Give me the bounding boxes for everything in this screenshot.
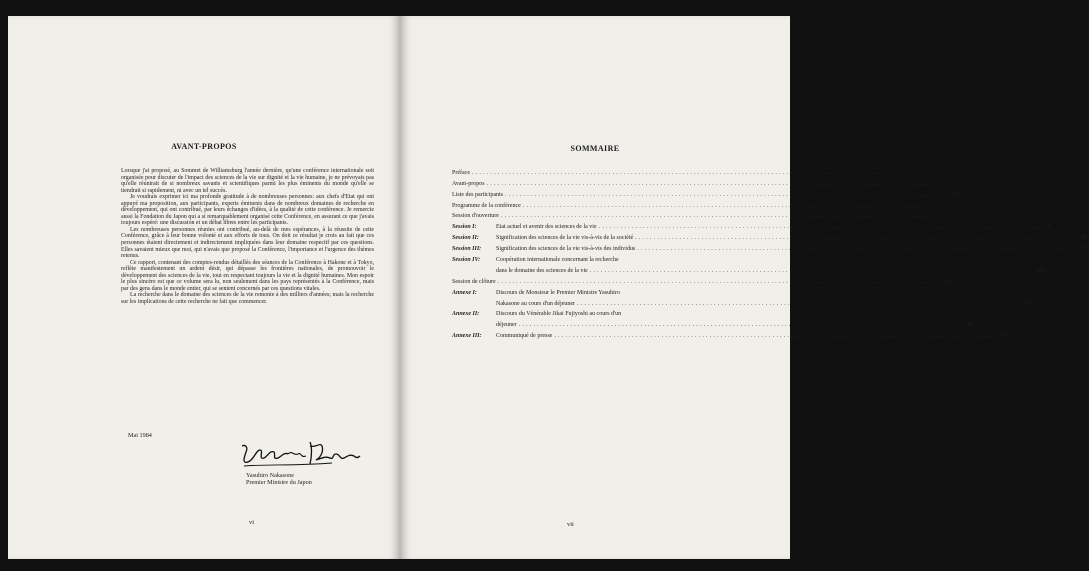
dot-leader: ........................................................................................................................ — [472, 169, 916, 176]
page-title: SOMMAIRE — [570, 144, 620, 153]
toc-entry — [452, 329, 1010, 340]
toc-session-label: Session III: — [452, 246, 482, 253]
page-title: AVANT-PROPOS — [171, 142, 237, 151]
dot-leader: ........................................................................................................................ — [522, 202, 967, 209]
dot-leader: ........................................................................................................................ — [500, 213, 945, 220]
toc-session-label: Session II: — [452, 235, 479, 242]
dot-leader: ........................................................................................................................ — [497, 278, 942, 285]
toc-page-number: x — [968, 202, 972, 209]
toc-entry — [452, 177, 938, 188]
toc-entry-title: Session d'ouverture — [452, 213, 499, 220]
toc-entry-title: Préface — [452, 169, 470, 176]
toc-session-label: Session I: — [452, 224, 477, 231]
toc-entry-title: Discours du Vénérable Jikai Fujiyoshi au cours d'un — [496, 311, 622, 318]
toc-entry — [452, 242, 1089, 253]
toc-entry-title: Liste des participants — [452, 191, 503, 198]
toc-entry-title: dans le domaine des sciences de la vie — [496, 267, 588, 274]
toc-page-number: 43 — [1081, 235, 1088, 242]
toc-page-number: 146 — [964, 322, 974, 329]
paragraph: Les nombreuses personnes réunies ont contribué, au-delà de mes espérances, à la réussite de cette Conférence, grâce à leur bonne volonté et aux efforts de tous. On doit ce résultat je crois au fait que ces personnes étaient directement et indirectement impliquées dans leur domaine respectif par ces questions. Elles savaient mieux que moi, qui n'avais que proposé la Conférence, l'importance et l'urgence des thèmes retenus. — [121, 226, 374, 260]
toc-entry-title: Session de clôture — [452, 278, 496, 285]
toc-entry-title: déjeuner — [496, 322, 517, 329]
toc-entry-title: Etat actuel et avenir des sciences de la vie — [496, 224, 597, 231]
toc-session-label: Session IV: — [452, 257, 481, 264]
toc-entry — [452, 199, 972, 210]
signer-block — [246, 472, 312, 486]
right-page — [400, 16, 1089, 559]
dot-leader: ........................................................................................................................ — [635, 235, 1080, 242]
toc-entry-title: Discours de Monsieur le Premier Ministre Yasuhiro — [496, 289, 620, 296]
toc-entry — [452, 253, 1045, 275]
left-page — [8, 16, 400, 559]
toc-entry-title: Programme de la conférence — [452, 202, 521, 209]
toc-entry — [452, 188, 960, 199]
dot-leader: ........................................................................................................................ — [486, 180, 931, 187]
toc-page-number: 15 — [1044, 224, 1051, 231]
toc-page-number: 151 — [1000, 333, 1010, 340]
toc-session-label: Annexe I: — [452, 289, 477, 296]
dot-leader: ........................................................................................................................ — [518, 322, 963, 329]
paragraph: Lorsque j'ai proposé, au Sommet de Williamsburg l'année dernière, qu'une conférence internationale soit organisée pour discuter de l'impact des sciences de la vie sur dignité et la vie humaine, je ne prévoyais pas qu'elle réunirait de si nombreux savants et scientifiques parmi les plus éminents du monde qu'elle se tiendrait si rapidement, ni avec un tel succès. — [121, 168, 374, 194]
toc-page-number: v — [918, 169, 921, 176]
foreword-body — [121, 168, 374, 305]
signer-title: Premier Ministre du Japon — [246, 479, 312, 487]
toc-entry-title: Coopération internationale concernant la recherche — [496, 257, 619, 264]
signature-image — [236, 436, 364, 470]
toc-entry — [452, 275, 953, 286]
date: Mai 1984 — [128, 432, 152, 439]
toc-entry-title: Avant-propos — [452, 180, 485, 187]
toc-entry-title: Signification des sciences de la vie vis-à-vis des individus — [496, 246, 636, 253]
signer-name: Yasuhiro Nakasone — [246, 472, 295, 479]
table-of-contents — [452, 166, 1089, 340]
toc-entry — [452, 210, 950, 221]
toc-session-label: Annexe II: — [452, 311, 480, 318]
toc-entry-title: Communiqué de presse — [496, 333, 553, 340]
toc-page-number: 131 — [943, 278, 953, 285]
toc-page-number: vi — [932, 180, 938, 187]
toc-entry — [452, 166, 921, 177]
toc-page-number: 1 — [946, 213, 950, 220]
toc-page-number: 105 — [1035, 267, 1045, 274]
toc-page-number: 75 — [1083, 246, 1089, 253]
paragraph: La recherche dans le domaine des sciences de la vie remonte à des milliers d'années; mais la recherche sur les implications de cette recherche ne fait que commencer. — [121, 292, 374, 305]
toc-entry — [452, 220, 1051, 231]
toc-page-number: viii — [951, 191, 960, 198]
toc-page-number: 143 — [1023, 300, 1033, 307]
dot-leader: ........................................................................................................................ — [505, 191, 949, 198]
toc-entry-title: Nakasone au cours d'un déjeuner — [496, 300, 576, 307]
dot-leader: ........................................................................................................................ — [554, 333, 999, 340]
toc-entry-title: Signification des sciences de la vie vis-à-vis de la société — [496, 235, 634, 242]
dot-leader: ........................................................................................................................ — [598, 224, 1043, 231]
page-number: vii — [567, 521, 574, 528]
paragraph: Ce rapport, contenant des comptes-rendus détaillés des séances de la Conférence à Hakone et à Tokyo, reflète manifestement un ardent désir, qui dépasse les frontières nationales, de promouvoir le développement des sciences de la vie, tout en respectant toujours la vie et la dignité humaines. Mon espoir le plus sincère est que ce volume sera lu, non seulement dans les pays représentés à la Conférence, mais par des gens dans le monde entier, qui se sentent concernés par ces questions vitales. — [121, 259, 374, 292]
dot-leader: ........................................................................................................................ — [577, 300, 1022, 307]
toc-entry — [452, 286, 1033, 308]
toc-session-label: Annexe III: — [452, 333, 482, 340]
dot-leader: ........................................................................................................................ — [589, 267, 1034, 274]
toc-entry — [452, 231, 1088, 242]
page-number: vi — [249, 519, 255, 526]
toc-entry — [452, 308, 974, 330]
paragraph: Je voudrais exprimer ici ma profonde gratitude à de nombreuses personnes: aux chefs d'Etat qui ont appuyé ma proposition, aux participants, experts éminents dans de nombreux domaines de recherche en développement, qui ont contribué, par leurs échanges d'idées, à la qualité de cette conférence. Je remercie aussi la Fondation du Japon qui a si remarquablement organisé cette Conférence, en assurant ce que j'avais toujours espéré: une discussion et un débat libres entre les participants. — [121, 194, 374, 227]
dot-leader: ........................................................................................................................ — [637, 246, 1082, 253]
